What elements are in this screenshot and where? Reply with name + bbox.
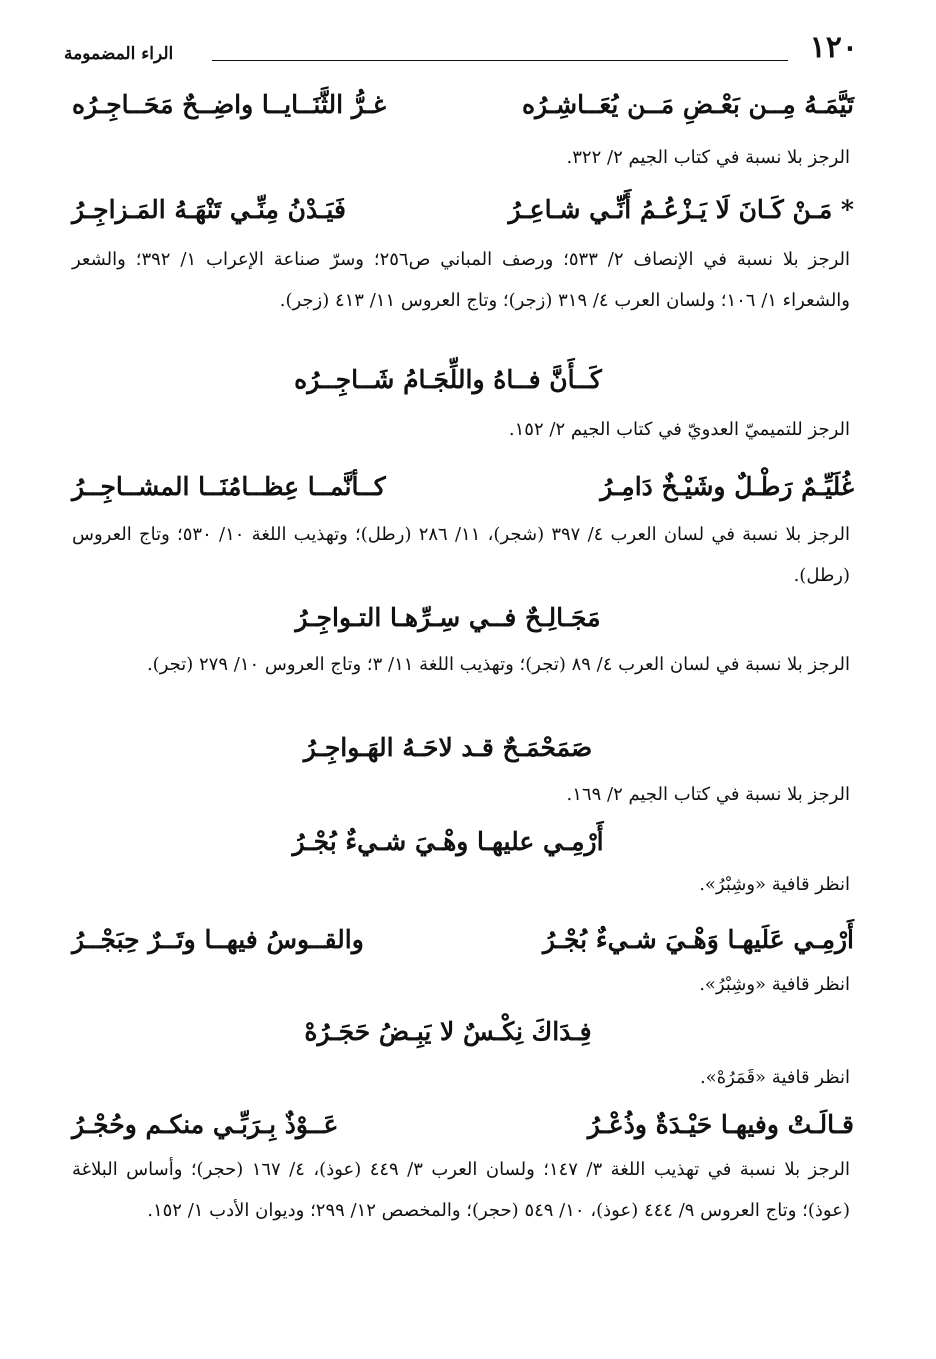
- source-note: الرجز بلا نسبة في كتاب الجيم ٢/ ٣٢٢.: [566, 147, 850, 168]
- verse-second-hemistich: كــأنَّمــا عِظــامُنَــا المشــاجِــرُ: [72, 472, 386, 501]
- source-note: انظر قافية «وشِبْرُ».: [699, 874, 850, 895]
- verse-single: فِـدَاكَ نِكْـسٌ لا يَبِـضُ حَجَـرُهْ: [304, 1017, 592, 1046]
- source-note: انظر قافية «وشِبْرُ».: [699, 974, 850, 995]
- source-note: الرجز بلا نسبة في الإنصاف ٢/ ٥٣٣؛ ورصف المباني ص٢٥٦؛ وسرّ صناعة الإعراب ١/ ٣٩٢؛ والشعر والشعراء ١/ ١٠٦؛ ولسان العرب ٤/ ٣١٩ (زجر)؛ وتاج العروس ١١/ ٤١٣ (زجر).: [72, 249, 851, 311]
- page-number: ١٢٠: [809, 30, 858, 65]
- verse-second-hemistich: والقــوسُ فيهــا وتَــرٌ حِبَجْــرُ: [72, 925, 364, 954]
- source-note: الرجز للتميميّ العدويّ في كتاب الجيم ٢/ ١٥٢.: [508, 419, 850, 440]
- page-header: [64, 30, 858, 70]
- source-note: الرجز بلا نسبة في كتاب الجيم ٢/ ١٦٩.: [566, 784, 850, 805]
- verse-second-hemistich: غـرُّ الثَّنَــايــا واضِــحٌ مَحَــاجِـرُه: [72, 90, 386, 119]
- verse-first-hemistich: أَرْمِـي عَلَيهـا وَهْـيَ شـيءٌ بُجْـرُ: [542, 925, 854, 954]
- verse-single: صَمَحْمَـحٌ قـد لاحَـهُ الهَـواجِـرُ: [303, 733, 593, 762]
- verse-single: كَــأَنَّ فــاهُ واللِّجَـامُ شَــاجِــرُه: [294, 365, 602, 394]
- verse-second-hemistich: فَيَـدْنُ مِنِّـي تَنْهَـهُ المَـزاجِـرُ: [72, 195, 346, 224]
- verse-couplet: [72, 90, 854, 140]
- header-rule: [212, 60, 788, 61]
- verse-first-hemistich: غُلَيِّـمٌ رَطْـلٌ وشَيْـخٌ دَامِـرُ: [600, 472, 854, 501]
- verse-single: أَرْمِـي عليهـا وهْـيَ شـيءٌ بُجْـرُ: [292, 827, 604, 856]
- verse-couplet: [72, 195, 854, 245]
- source-note: الرجز بلا نسبة في لسان العرب ٤/ ٨٩ (تجر)؛ وتهذيب اللغة ١١/ ٣؛ وتاج العروس ١٠/ ٢٧٩ (تجر).: [146, 654, 850, 675]
- verse-first-hemistich: * مَـنْ كَـانَ لَا يَـزْعُـمُ أَنِّـي شـاعِـرُ: [508, 195, 854, 224]
- verse-first-hemistich: قـالَـتْ وفيهـا حَيْـدَةٌ وذُعْـرُ: [587, 1110, 854, 1139]
- running-title: الراء المضمومة: [64, 44, 174, 64]
- verse-single: مَجَـالِـحٌ فــي سِـرِّهـا التـواجِـرُ: [295, 603, 601, 632]
- source-note: الرجز بلا نسبة في تهذيب اللغة ٣/ ١٤٧؛ ولسان العرب ٣/ ٤٤٩ (عوذ)، ٤/ ١٦٧ (حجر)؛ وأساس البلاغة (عوذ)؛ وتاج العروس ٩/ ٤٤٤ (عوذ)، ١٠/ ٥٤٩ (حجر)؛ والمخصص ١٢/ ٢٩٩؛ وديوان الأدب ١/ ١٥٢.: [72, 1159, 850, 1221]
- source-note: الرجز بلا نسبة في لسان العرب ٤/ ٣٩٧ (شجر)، ١١/ ٢٨٦ (رطل)؛ وتهذيب اللغة ١٠/ ٥٣٠؛ وتاج العروس (رطل).: [72, 524, 850, 586]
- verse-first-hemistich: تَيَّمَـهُ مِــن بَعْـضِ مَــن يُعَــاشِـرُه: [521, 90, 854, 119]
- source-note: انظر قافية «قَمَرُهْ».: [699, 1067, 850, 1088]
- verse-second-hemistich: عَــوْذٌ بِـرَبِّـي منكـم وحُجْـرُ: [72, 1110, 339, 1139]
